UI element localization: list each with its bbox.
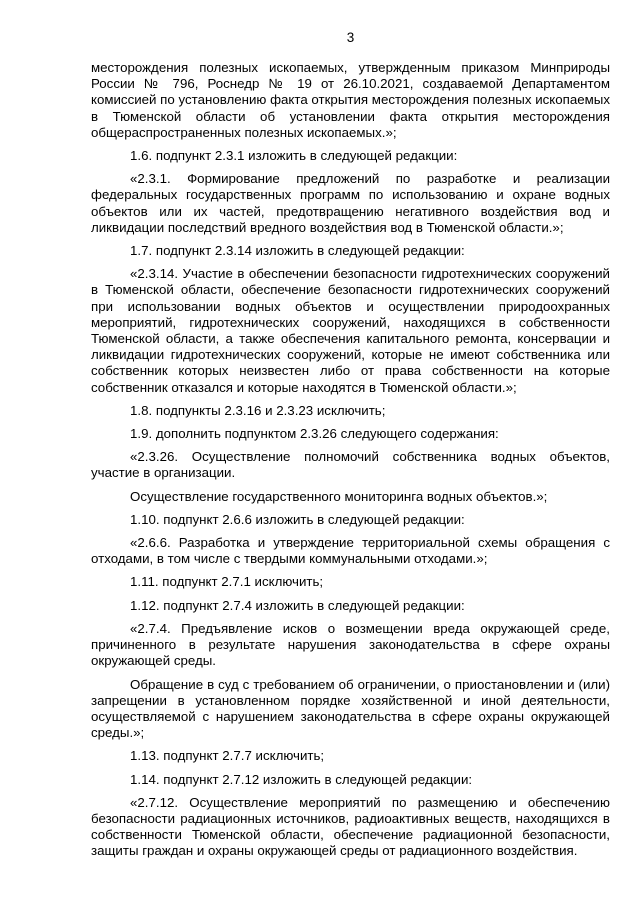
- paragraph-amendment-1-12: 1.12. подпункт 2.7.4 изложить в следующей редакции:: [130, 597, 465, 613]
- document-body: [91, 60, 610, 860]
- paragraph-2-6-6: «2.6.6. Разработка и утверждение территориальной схемы обращения с отходами, в том числе с твердыми коммунальными отходами.»;: [91, 535, 610, 567]
- paragraph-amendment-1-7: 1.7. подпункт 2.3.14 изложить в следующей редакции:: [130, 243, 465, 259]
- paragraph-amendment-1-6: 1.6. подпункт 2.3.1 изложить в следующей редакции:: [130, 148, 458, 164]
- paragraph-amendment-1-13: 1.13. подпункт 2.7.7 исключить;: [130, 748, 325, 764]
- paragraph-amendment-1-8: 1.8. подпункты 2.3.16 и 2.3.23 исключить;: [130, 402, 386, 418]
- paragraph-2-3-26: «2.3.26. Осуществление полномочий собственника водных объектов, участие в организации.: [91, 449, 610, 481]
- paragraph-2-7-12: «2.7.12. Осуществление мероприятий по размещению и обеспечению безопасности радиационных источников, радиоактивных веществ, находящихся в собственности Тюменской области, обеспечение радиационной безопасности, защиты граждан и охраны окружающей среды от радиационного воздействия.: [91, 794, 610, 859]
- paragraph-continuation: месторождения полезных ископаемых, утвержденным приказом Минприроды России № 796, Роснедр № 19 от 26.10.2021, создаваемой Департаментом комиссией по установлению факта открытия месторождения полезных ископаемых в Тюменской области об установлении факта открытия месторождения общераспространенных полезных ископаемых.»;: [91, 60, 610, 140]
- paragraph-2-3-14: «2.3.14. Участие в обеспечении безопасности гидротехнических сооружений в Тюменской области, обеспечение безопасности гидротехнических сооружений при использовании водных объектов и осуществлении природоохранных мероприятий, гидротехнических сооружений, находящихся в собственности Тюменской области, а также обеспечения капитального ремонта, консервации и ликвидации гидротехнических сооружений, которые не имеют собственника или собственник которых неизвестен либо от права собственности на которые собственник отказался и которые находятся в Тюменской области.»;: [91, 266, 610, 395]
- paragraph-amendment-1-14: 1.14. подпункт 2.7.12 изложить в следующей редакции:: [130, 771, 473, 787]
- paragraph-2-3-1: «2.3.1. Формирование предложений по разработке и реализации федеральных государственных программ по использованию и охране водных объектов или их частей, предотвращению негативного воздействия вод и ликвидации последствий вредного воздействия вод в Тюменской области.»;: [91, 171, 610, 235]
- paragraph-2-3-26-cont: Осуществление государственного мониторинга водных объектов.»;: [130, 488, 548, 504]
- paragraph-2-7-4-cont: Обращение в суд с требованием об ограничении, о приостановлении и (или) запрещении в установленном порядке хозяйственной и иной деятельности, осуществляемой с нарушением законодательства в сфере охраны окружающей среды.»;: [91, 676, 610, 741]
- paragraph-2-7-4: «2.7.4. Предъявление исков о возмещении вреда окружающей среде, причиненного в результате нарушения законодательства в сфере охраны окружающей среды.: [91, 620, 610, 669]
- paragraph-amendment-1-10: 1.10. подпункт 2.6.6 изложить в следующей редакции:: [130, 511, 465, 527]
- paragraph-amendment-1-9: 1.9. дополнить подпунктом 2.3.26 следующего содержания:: [130, 426, 499, 442]
- paragraph-amendment-1-11: 1.11. подпункт 2.7.1 исключить;: [130, 574, 324, 590]
- page-number: 3: [346, 30, 355, 45]
